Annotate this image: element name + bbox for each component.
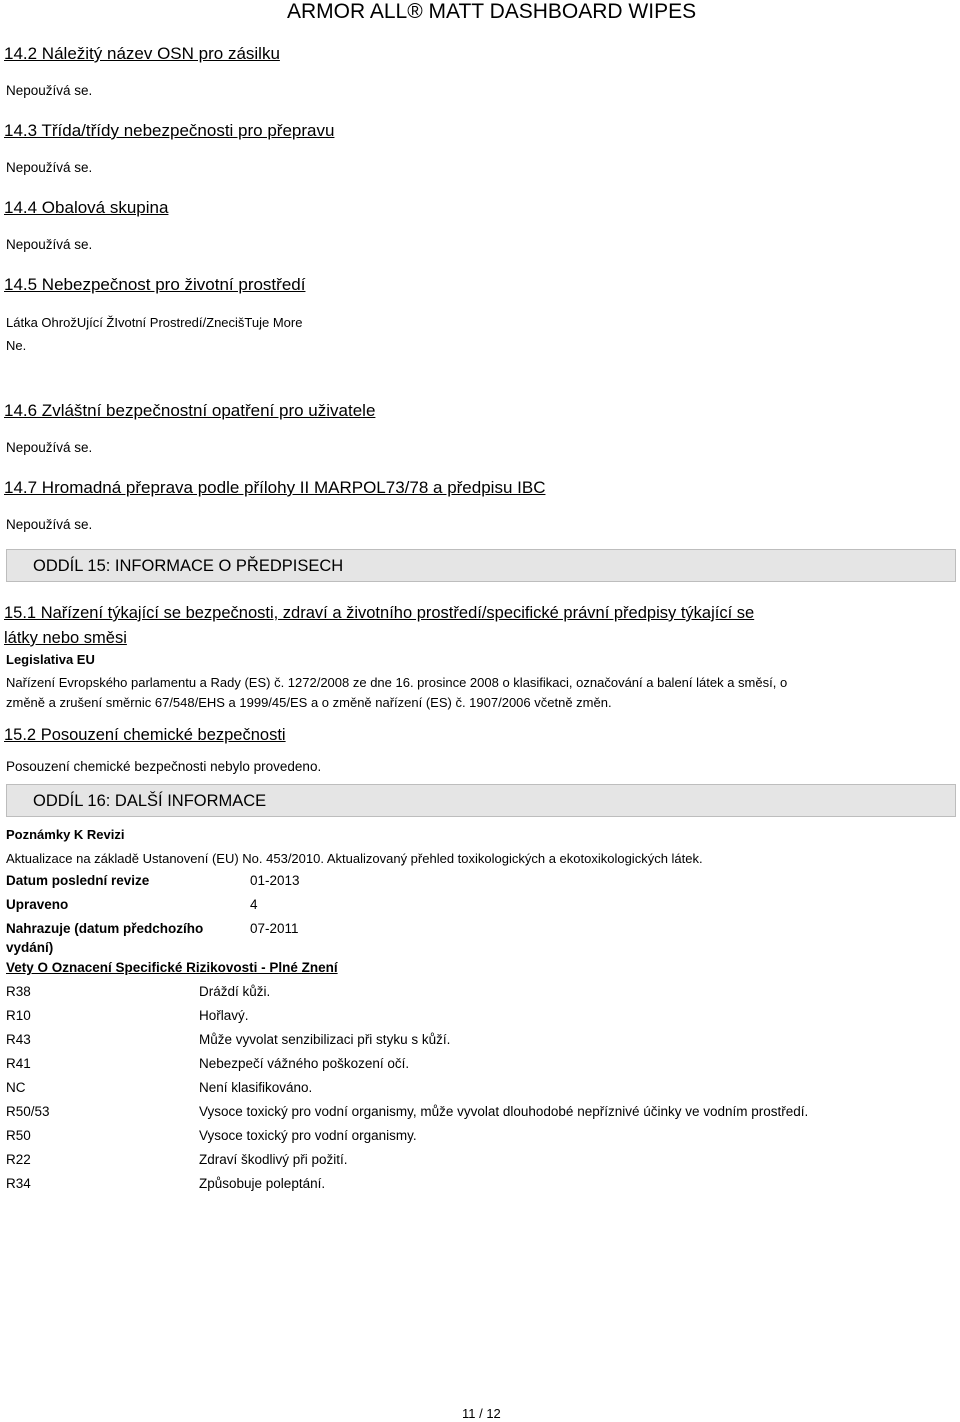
- r-phrase-code: R10: [6, 1008, 31, 1023]
- r-phrase-code: R50/53: [6, 1104, 50, 1119]
- regulation-text-line2: změně a zrušení směrnic 67/548/EHS a 1999/45/ES a o změně nařízení (ES) č. 1907/2006 včetně změn.: [6, 695, 612, 710]
- heading-14-6: 14.6 Zvláštní bezpečnostní opatření pro uživatele: [4, 401, 376, 420]
- text-14-2: Nepoužívá se.: [6, 83, 93, 98]
- r-phrase-text: Nebezpečí vážného poškození očí.: [199, 1056, 410, 1071]
- text-14-5-value: Ne.: [6, 338, 27, 353]
- r-phrase-text: Hořlavý.: [199, 1008, 249, 1023]
- replaces-value: 07-2011: [250, 921, 299, 936]
- r-phrase-text: Způsobuje poleptání.: [199, 1176, 326, 1191]
- r-phrase-code: NC: [6, 1080, 26, 1095]
- r-phrase-code: R22: [6, 1152, 31, 1167]
- r-phrase-code: R50: [6, 1128, 31, 1143]
- revised-value: 4: [250, 897, 258, 912]
- text-14-4: Nepoužívá se.: [6, 237, 93, 252]
- text-14-3: Nepoužívá se.: [6, 160, 93, 175]
- r-phrase-code: R38: [6, 984, 31, 999]
- r-phrase-code: R41: [6, 1056, 31, 1071]
- r-phrase-text: Může vyvolat senzibilizaci při styku s kůží.: [199, 1032, 451, 1047]
- heading-14-4: 14.4 Obalová skupina: [4, 198, 169, 217]
- r-phrase-text: Vysoce toxický pro vodní organismy, může vyvolat dlouhodobé nepříznivé účinky ve vodním prostředí.: [199, 1104, 809, 1119]
- text-14-7: Nepoužívá se.: [6, 517, 93, 532]
- page-number: 11 / 12: [462, 1406, 501, 1421]
- revision-notes-text: Aktualizace na základě Ustanovení (EU) No. 453/2010. Aktualizovaný přehled toxikologických a ekotoxikologických látek.: [6, 851, 703, 866]
- document-title: ARMOR ALL® MATT DASHBOARD WIPES: [287, 0, 697, 23]
- heading-15-2: 15.2 Posouzení chemické bezpečnosti: [4, 726, 286, 744]
- r-phrase-text: Dráždí kůži.: [199, 984, 271, 999]
- revision-date-label: Datum poslední revize: [6, 873, 150, 888]
- heading-14-3: 14.3 Třída/třídy nebezpečnosti pro přepravu: [4, 121, 335, 140]
- revision-date-value: 01-2013: [250, 873, 300, 888]
- section-16-title: ODDÍL 16: DALŠÍ INFORMACE: [33, 792, 267, 810]
- r-phrase-text: Není klasifikováno.: [199, 1080, 313, 1095]
- r-phrases-heading: Vety O Oznacení Specifické Rizikovosti - Plné Znení: [6, 960, 338, 975]
- heading-14-7: 14.7 Hromadná přeprava podle přílohy II MARPOL73/78 a předpisu IBC: [4, 478, 546, 497]
- heading-15-1-line2: látky nebo směsi: [4, 629, 127, 647]
- replaces-label-line1: Nahrazuje (datum předchozího: [6, 921, 204, 936]
- revision-notes-label: Poznámky K Revizi: [6, 827, 125, 842]
- regulation-text-line1: Nařízení Evropského parlamentu a Rady (ES) č. 1272/2008 ze dne 16. prosince 2008 o klasifikaci, označování a balení látek a směsí, o: [6, 675, 788, 690]
- r-phrase-text: Zdraví škodlivý při požití.: [199, 1152, 348, 1167]
- r-phrase-code: R34: [6, 1176, 31, 1191]
- section-15-title: ODDÍL 15: INFORMACE O PŘEDPISECH: [33, 557, 344, 575]
- text-14-5-label: Látka OhrožUjící ŽIvotní Prostredí/ZnecišTuje More: [6, 315, 303, 330]
- section-16-bar: [6, 784, 956, 817]
- replaces-label-line2: vydání): [6, 940, 54, 955]
- heading-14-5: 14.5 Nebezpečnost pro životní prostředí: [4, 275, 306, 294]
- text-14-6: Nepoužívá se.: [6, 440, 93, 455]
- text-15-2: Posouzení chemické bezpečnosti nebylo provedeno.: [6, 759, 322, 774]
- r-phrase-code: R43: [6, 1032, 31, 1047]
- heading-14-2: 14.2 Náležitý název OSN pro zásilku: [4, 44, 280, 63]
- r-phrase-text: Vysoce toxický pro vodní organismy.: [199, 1128, 417, 1143]
- section-15-bar: [6, 549, 956, 582]
- revised-label: Upraveno: [6, 897, 69, 912]
- legislation-eu-label: Legislativa EU: [6, 652, 95, 667]
- heading-15-1-line1: 15.1 Nařízení týkající se bezpečnosti, zdraví a životního prostředí/specifické právní předpisy týkající se: [4, 604, 755, 622]
